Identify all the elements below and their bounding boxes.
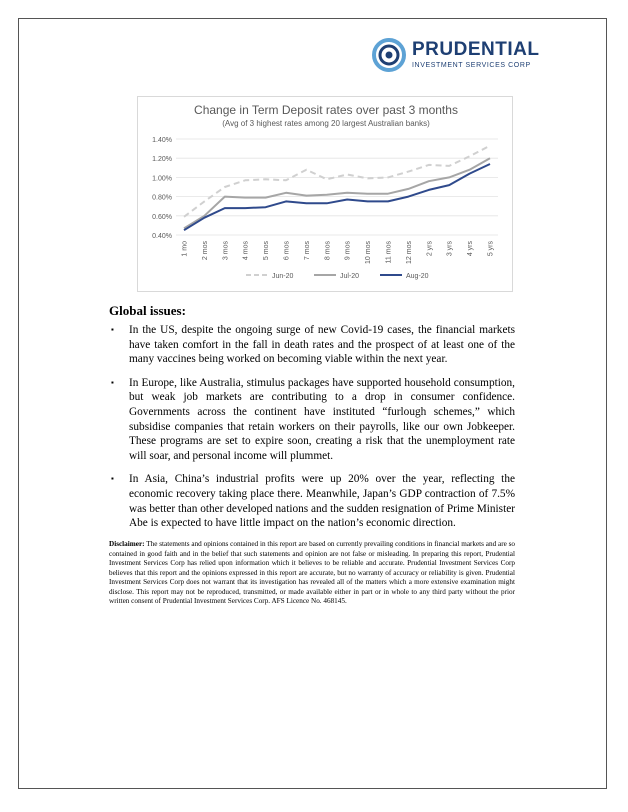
chart-subtitle: (Avg of 3 highest rates among 20 largest Australian banks) (222, 119, 430, 128)
bullet-text: In the US, despite the ongoing surge of new Covid-19 cases, the financial markets have taken comfort in the fall in death rates and the prospect of at least one of the many vaccines being worked on becoming viable within the next year. (129, 324, 515, 366)
y-tick-label: 1.40% (152, 137, 172, 144)
bullet-item-asia (109, 472, 515, 530)
x-tick-label: 9 mos (344, 241, 352, 261)
y-tick-label: 1.00% (152, 175, 172, 183)
term-deposit-chart (137, 96, 513, 292)
y-tick-label: 0.60% (152, 213, 172, 221)
x-tick-label: 3 mos (222, 241, 230, 261)
bullet-item-us (109, 323, 515, 367)
x-tick-label: 4 mos (242, 241, 250, 261)
bullet-icon: ▪ (111, 377, 114, 387)
bullet-icon: ▪ (111, 474, 114, 484)
series-line-jul-20 (184, 158, 490, 228)
x-tick-label: 3 yrs (446, 241, 454, 257)
x-tick-label: 10 mos (365, 241, 373, 264)
legend-label: Aug-20 (406, 273, 429, 280)
bullet-list (109, 323, 515, 540)
bullet-icon: ▪ (111, 325, 114, 334)
x-tick-label: 6 mos (283, 241, 291, 261)
section-heading: Global issues: (109, 303, 186, 318)
disclaimer-label: Disclaimer: (109, 540, 145, 548)
x-tick-label: 11 mos (385, 241, 393, 264)
y-tick-label: 0.80% (152, 194, 172, 202)
x-tick-label: 4 yrs (467, 241, 475, 257)
x-tick-label: 5 mos (263, 241, 271, 261)
x-tick-label: 2 yrs (426, 241, 434, 257)
bullet-item-europe (109, 376, 515, 464)
x-tick-label: 7 mos (303, 241, 311, 261)
chart-title: Change in Term Deposit rates over past 3 months (194, 103, 458, 117)
y-tick-label: 1.20% (152, 156, 172, 164)
legend-label: Jul-20 (340, 273, 360, 280)
logo-name: PRUDENTIAL (412, 39, 540, 60)
y-tick-label: 0.40% (152, 233, 172, 240)
x-tick-label: 2 mos (201, 241, 209, 261)
disclaimer (109, 540, 515, 607)
bullet-text: In Asia, China’s industrial profits were up 20% over the year, reflecting the economic recovery taking place there. Meanwhile, Japan’s GDP contraction of 7.5% was better than other developed nations and the sudden resignation of Prime Minister Abe is expected to have little impact on the nation’s economic direction. (129, 473, 515, 530)
x-tick-label: 12 mos (405, 241, 413, 264)
series-line-jun-20 (184, 146, 490, 217)
x-tick-label: 5 yrs (487, 241, 495, 257)
x-tick-label: 1 mo (181, 241, 189, 257)
chart-plot (138, 97, 514, 293)
bullet-text: In Europe, like Australia, stimulus packages have supported household consumption, but weak job markets are contributing to a drop in consumer confidence. Governments across the continent have instituted “furlough schemes,” which subsidise companies that retain workers on their payrolls, like our own Jobkeeper. These programs are set to expire soon, creating a risk that the unemployment rate will soar, and personal income will plummet. (129, 376, 515, 462)
legend-label: Jun-20 (272, 273, 294, 280)
disclaimer-text: The statements and opinions contained in this report are based on currently prevailing conditions in financial markets and are so contained in good faith and in the belief that such statements and opinion are not false or misleading. In preparing this report, Prudential Investment Services Corp has relied upon information which it believes to be reliable and accurate. Prudential Investment Services Corp believes that this report and the opinions expressed in this report are accurate, but no warranty of accuracy or reliability is given. Prudential Investment Services Corp does not warrant that its investigation has revealed all of the matters which a more extensive examination might disclose. This report may not be reproduced, transmitted, or made available either in part or in whole to any third party without the prior written consent of Prudential Investment Services Corp. AFS Licence No. 468145. (109, 540, 515, 605)
x-tick-label: 8 mos (324, 241, 332, 261)
logo-mark-icon (372, 38, 406, 72)
logo-subtitle: INVESTMENT SERVICES CORP (412, 62, 531, 69)
company-logo (372, 36, 540, 76)
